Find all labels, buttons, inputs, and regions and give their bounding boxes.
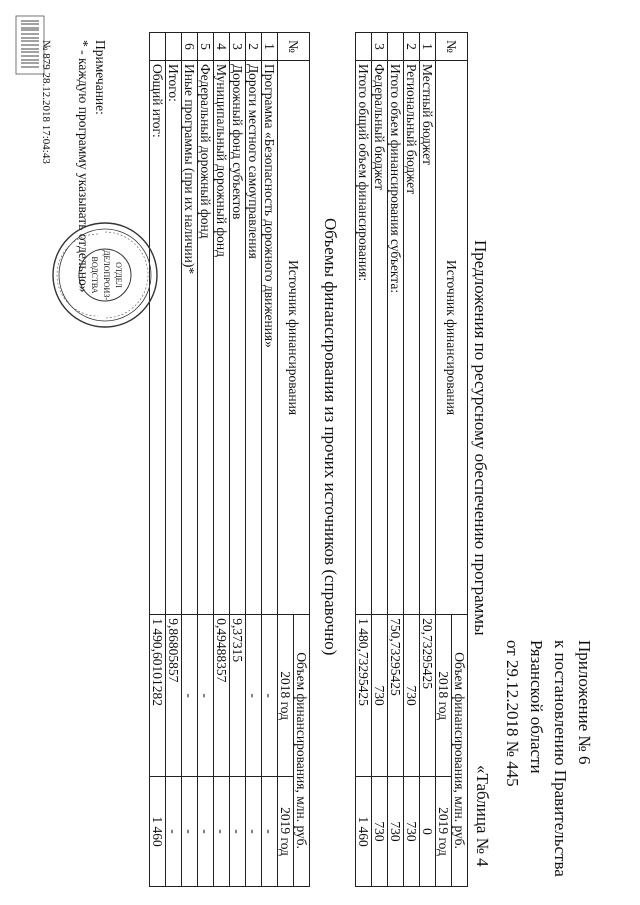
table-row	[420, 33, 436, 887]
row-number	[356, 33, 372, 61]
resolution-date: от 29.12.2018 № 445	[503, 640, 522, 787]
row-source: Региональный бюджет	[404, 60, 420, 614]
col-year2-header: 2019 год	[436, 777, 452, 887]
row-number: 1	[420, 33, 436, 61]
other-sources-table	[149, 32, 310, 887]
row-number	[166, 33, 182, 61]
row-year1: 9,86805857	[166, 615, 182, 777]
col-year1-header: 2018 год	[436, 615, 452, 777]
region-name: Рязанской области	[527, 640, 546, 774]
table2-title: Объемы финансирования из прочих источников (справочно)	[321, 218, 340, 656]
note-text: * - каждую программу указывать отдельно»	[76, 40, 91, 293]
row-number: 3	[230, 33, 246, 61]
row-number: 2	[404, 33, 420, 61]
row-year2: 1 460	[356, 777, 372, 887]
row-year2: -	[230, 777, 246, 887]
row-source: Федеральный бюджет	[372, 60, 388, 614]
row-number	[150, 33, 166, 61]
row-year2: 730	[372, 777, 388, 887]
row-number: 2	[246, 33, 262, 61]
row-year1: -	[246, 615, 262, 777]
col-source-header: Источник финансирования	[278, 60, 310, 614]
row-year2: -	[182, 777, 198, 887]
col-source-header: Источник финансирования	[436, 60, 468, 614]
row-year2: -	[198, 777, 214, 887]
row-year2: -	[246, 777, 262, 887]
col-volume-header: Объем финансирования, млн. руб.	[452, 615, 468, 887]
seal-text-bot: ВОДСТВА	[90, 256, 99, 294]
row-year1: 1 480,73295425	[356, 615, 372, 777]
table-row	[372, 33, 388, 887]
row-year2: 730	[404, 777, 420, 887]
table-row	[356, 33, 372, 887]
row-year1: 20,73295425	[420, 615, 436, 777]
registration-number: № 879 28.12.2018 17:04:43	[40, 40, 52, 164]
row-year2: -	[262, 777, 278, 887]
row-year1: -	[182, 615, 198, 777]
row-year1: 1 490,60101282	[150, 615, 166, 777]
resolution-ref: к постановлению Правительства	[551, 640, 570, 877]
row-source: Итого общий объем финансирования:	[356, 60, 372, 614]
table-number: «Таблица № 4	[473, 765, 492, 867]
row-year1: 9,37315	[230, 615, 246, 777]
col-number-header: №	[436, 33, 468, 61]
table-row	[230, 33, 246, 887]
row-number: 5	[198, 33, 214, 61]
row-number: 6	[182, 33, 198, 61]
row-source: Итого:	[166, 60, 182, 614]
col-volume-header: Объем финансирования, млн. руб.	[294, 615, 310, 887]
table-row	[150, 33, 166, 887]
row-source: Итого объем финансирования субъекта:	[388, 60, 404, 614]
table-row	[262, 33, 278, 887]
office-seal	[50, 220, 160, 330]
row-source: Дороги местного самоуправления	[246, 60, 262, 614]
col-year2-header: 2019 год	[278, 777, 294, 887]
row-source: Федеральный дорожный фонд	[198, 60, 214, 614]
seal-text-top: ОТДЕЛ	[114, 262, 123, 288]
row-year1: -	[262, 615, 278, 777]
note-title: Примечание:	[93, 40, 108, 115]
col-year1-header: 2018 год	[278, 615, 294, 777]
table-row	[404, 33, 420, 887]
row-source: Дорожный фонд субъектов	[230, 60, 246, 614]
appendix-number: Приложение № 6	[575, 640, 594, 765]
table-row	[388, 33, 404, 887]
seal-text-mid: ДЕЛОПРОИЗ-	[102, 250, 111, 300]
table-row	[166, 33, 182, 887]
row-year1: -	[198, 615, 214, 777]
table-row	[214, 33, 230, 887]
table-row	[182, 33, 198, 887]
row-source: Иные программы (при их наличии)*	[182, 60, 198, 614]
row-number: 4	[214, 33, 230, 61]
row-year2: -	[166, 777, 182, 887]
row-number: 1	[262, 33, 278, 61]
row-year1: 750,73295425	[388, 615, 404, 777]
row-number	[388, 33, 404, 61]
table1-title: Предложения по ресурсному обеспечению программы	[471, 240, 490, 636]
table-row	[246, 33, 262, 887]
row-year2: 1 460	[150, 777, 166, 887]
row-year1: 730	[372, 615, 388, 777]
registry-mark-icon	[15, 15, 45, 75]
row-year2: -	[214, 777, 230, 887]
row-year1: 730	[404, 615, 420, 777]
row-source: Программа «Безопасность дорожного движения»	[262, 60, 278, 614]
row-source: Общий итог:	[150, 60, 166, 614]
row-source: Муниципальный дорожный фонд	[214, 60, 230, 614]
row-source: Местный бюджет	[420, 60, 436, 614]
row-year2: 0	[420, 777, 436, 887]
col-number-header: №	[278, 33, 310, 61]
row-number: 3	[372, 33, 388, 61]
row-year2: 730	[388, 777, 404, 887]
row-year1: 0,49488357	[214, 615, 230, 777]
resource-table	[355, 32, 468, 887]
table-row	[198, 33, 214, 887]
